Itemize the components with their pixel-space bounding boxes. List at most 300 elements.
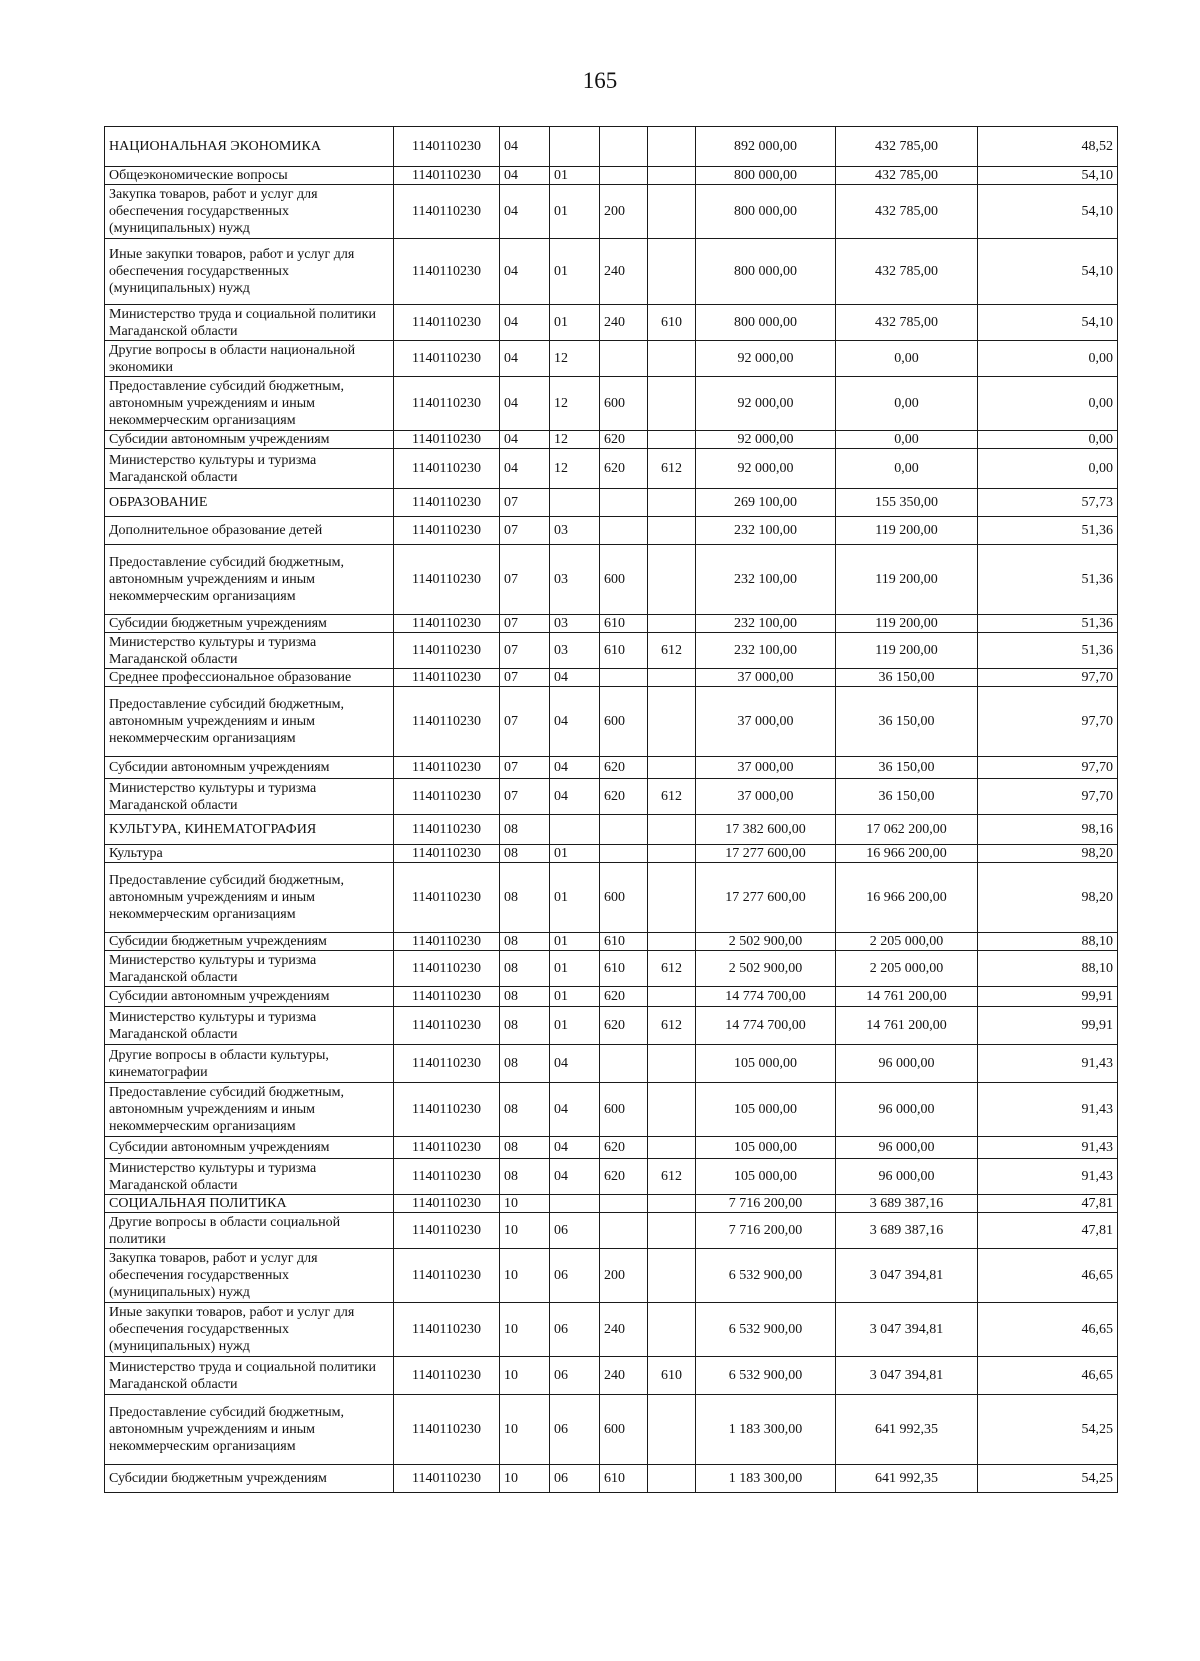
subsection-cell: 06 bbox=[550, 1465, 600, 1493]
target-code-cell: 1140110230 bbox=[394, 815, 500, 845]
target-code-cell: 1140110230 bbox=[394, 615, 500, 633]
section-cell: 08 bbox=[500, 1159, 550, 1195]
table-row bbox=[105, 1083, 1118, 1137]
department-code-cell bbox=[648, 341, 696, 377]
expense-type-cell: 600 bbox=[600, 687, 648, 757]
section-cell: 08 bbox=[500, 987, 550, 1007]
department-code-cell bbox=[648, 185, 696, 239]
section-cell: 04 bbox=[500, 341, 550, 377]
section-cell: 07 bbox=[500, 757, 550, 779]
planned-amount-cell: 232 100,00 bbox=[696, 517, 836, 545]
execution-percent-cell: 98,16 bbox=[978, 815, 1118, 845]
row-name-cell: НАЦИОНАЛЬНАЯ ЭКОНОМИКА bbox=[105, 127, 394, 167]
execution-percent-cell: 54,10 bbox=[978, 167, 1118, 185]
row-name-cell: Предоставление субсидий бюджетным, автономным учреждениям и иным некоммерческим организациям bbox=[105, 1083, 394, 1137]
table-row bbox=[105, 669, 1118, 687]
row-name-cell: Субсидии бюджетным учреждениям bbox=[105, 933, 394, 951]
planned-amount-cell: 1 183 300,00 bbox=[696, 1465, 836, 1493]
subsection-cell: 03 bbox=[550, 633, 600, 669]
subsection-cell: 06 bbox=[550, 1249, 600, 1303]
row-name-cell: Другие вопросы в области национальной экономики bbox=[105, 341, 394, 377]
planned-amount-cell: 37 000,00 bbox=[696, 757, 836, 779]
row-name-cell: ОБРАЗОВАНИЕ bbox=[105, 489, 394, 517]
planned-amount-cell: 7 716 200,00 bbox=[696, 1213, 836, 1249]
department-code-cell bbox=[648, 1303, 696, 1357]
table-row bbox=[105, 633, 1118, 669]
expense-type-cell: 620 bbox=[600, 1007, 648, 1045]
expense-type-cell: 600 bbox=[600, 1083, 648, 1137]
department-code-cell bbox=[648, 167, 696, 185]
expense-type-cell: 200 bbox=[600, 1249, 648, 1303]
section-cell: 08 bbox=[500, 845, 550, 863]
subsection-cell: 04 bbox=[550, 687, 600, 757]
row-name-cell: Иные закупки товаров, работ и услуг для обеспечения государственных (муниципальных) нужд bbox=[105, 239, 394, 305]
subsection-cell: 06 bbox=[550, 1213, 600, 1249]
subsection-cell: 01 bbox=[550, 987, 600, 1007]
department-code-cell bbox=[648, 987, 696, 1007]
subsection-cell: 06 bbox=[550, 1395, 600, 1465]
target-code-cell: 1140110230 bbox=[394, 863, 500, 933]
department-code-cell: 610 bbox=[648, 305, 696, 341]
planned-amount-cell: 2 502 900,00 bbox=[696, 933, 836, 951]
expense-type-cell bbox=[600, 167, 648, 185]
department-code-cell bbox=[648, 431, 696, 449]
execution-percent-cell: 97,70 bbox=[978, 687, 1118, 757]
planned-amount-cell: 7 716 200,00 bbox=[696, 1195, 836, 1213]
expense-type-cell bbox=[600, 845, 648, 863]
table-row bbox=[105, 185, 1118, 239]
subsection-cell: 01 bbox=[550, 185, 600, 239]
department-code-cell bbox=[648, 377, 696, 431]
planned-amount-cell: 800 000,00 bbox=[696, 185, 836, 239]
execution-percent-cell: 54,10 bbox=[978, 305, 1118, 341]
execution-percent-cell: 46,65 bbox=[978, 1303, 1118, 1357]
row-name-cell: Дополнительное образование детей bbox=[105, 517, 394, 545]
subsection-cell: 03 bbox=[550, 545, 600, 615]
expense-type-cell bbox=[600, 1195, 648, 1213]
section-cell: 08 bbox=[500, 1007, 550, 1045]
section-cell: 10 bbox=[500, 1357, 550, 1395]
subsection-cell: 12 bbox=[550, 431, 600, 449]
execution-percent-cell: 91,43 bbox=[978, 1137, 1118, 1159]
table-row bbox=[105, 1137, 1118, 1159]
department-code-cell bbox=[648, 815, 696, 845]
executed-amount-cell: 432 785,00 bbox=[836, 305, 978, 341]
table-row bbox=[105, 779, 1118, 815]
target-code-cell: 1140110230 bbox=[394, 687, 500, 757]
executed-amount-cell: 119 200,00 bbox=[836, 615, 978, 633]
target-code-cell: 1140110230 bbox=[394, 517, 500, 545]
table-row bbox=[105, 1195, 1118, 1213]
row-name-cell: Субсидии автономным учреждениям bbox=[105, 1137, 394, 1159]
table-row bbox=[105, 815, 1118, 845]
expense-type-cell: 240 bbox=[600, 1357, 648, 1395]
section-cell: 08 bbox=[500, 1045, 550, 1083]
department-code-cell bbox=[648, 845, 696, 863]
target-code-cell: 1140110230 bbox=[394, 1159, 500, 1195]
executed-amount-cell: 119 200,00 bbox=[836, 517, 978, 545]
table-row bbox=[105, 757, 1118, 779]
table-row bbox=[105, 305, 1118, 341]
section-cell: 08 bbox=[500, 1137, 550, 1159]
target-code-cell: 1140110230 bbox=[394, 1045, 500, 1083]
department-code-cell: 612 bbox=[648, 449, 696, 489]
expense-type-cell: 620 bbox=[600, 987, 648, 1007]
section-cell: 07 bbox=[500, 779, 550, 815]
subsection-cell: 03 bbox=[550, 517, 600, 545]
expense-type-cell: 600 bbox=[600, 545, 648, 615]
table-row bbox=[105, 239, 1118, 305]
execution-percent-cell: 51,36 bbox=[978, 545, 1118, 615]
row-name-cell: Предоставление субсидий бюджетным, автономным учреждениям и иным некоммерческим организациям bbox=[105, 687, 394, 757]
row-name-cell: Другие вопросы в области культуры, кинематографии bbox=[105, 1045, 394, 1083]
subsection-cell: 04 bbox=[550, 669, 600, 687]
subsection-cell: 04 bbox=[550, 1083, 600, 1137]
row-name-cell: Предоставление субсидий бюджетным, автономным учреждениям и иным некоммерческим организациям bbox=[105, 377, 394, 431]
planned-amount-cell: 14 774 700,00 bbox=[696, 987, 836, 1007]
department-code-cell bbox=[648, 127, 696, 167]
expense-type-cell bbox=[600, 341, 648, 377]
execution-percent-cell: 0,00 bbox=[978, 341, 1118, 377]
department-code-cell bbox=[648, 1137, 696, 1159]
planned-amount-cell: 14 774 700,00 bbox=[696, 1007, 836, 1045]
expense-type-cell: 620 bbox=[600, 449, 648, 489]
table-row bbox=[105, 517, 1118, 545]
executed-amount-cell: 16 966 200,00 bbox=[836, 845, 978, 863]
expense-type-cell bbox=[600, 669, 648, 687]
executed-amount-cell: 3 047 394,81 bbox=[836, 1357, 978, 1395]
table-row bbox=[105, 1465, 1118, 1493]
department-code-cell bbox=[648, 757, 696, 779]
executed-amount-cell: 2 205 000,00 bbox=[836, 933, 978, 951]
subsection-cell: 12 bbox=[550, 341, 600, 377]
row-name-cell: Субсидии автономным учреждениям bbox=[105, 431, 394, 449]
execution-percent-cell: 91,43 bbox=[978, 1159, 1118, 1195]
expense-type-cell: 620 bbox=[600, 757, 648, 779]
expense-type-cell: 610 bbox=[600, 1465, 648, 1493]
execution-percent-cell: 47,81 bbox=[978, 1195, 1118, 1213]
section-cell: 10 bbox=[500, 1465, 550, 1493]
executed-amount-cell: 36 150,00 bbox=[836, 757, 978, 779]
target-code-cell: 1140110230 bbox=[394, 1395, 500, 1465]
target-code-cell: 1140110230 bbox=[394, 377, 500, 431]
department-code-cell bbox=[648, 1395, 696, 1465]
row-name-cell: Закупка товаров, работ и услуг для обеспечения государственных (муниципальных) нужд bbox=[105, 1249, 394, 1303]
subsection-cell: 01 bbox=[550, 863, 600, 933]
row-name-cell: Субсидии автономным учреждениям bbox=[105, 757, 394, 779]
table-row bbox=[105, 377, 1118, 431]
expense-type-cell bbox=[600, 517, 648, 545]
expense-type-cell: 620 bbox=[600, 1159, 648, 1195]
row-name-cell: Министерство культуры и туризма Магаданской области bbox=[105, 1159, 394, 1195]
section-cell: 04 bbox=[500, 305, 550, 341]
planned-amount-cell: 92 000,00 bbox=[696, 377, 836, 431]
department-code-cell: 612 bbox=[648, 951, 696, 987]
target-code-cell: 1140110230 bbox=[394, 1083, 500, 1137]
target-code-cell: 1140110230 bbox=[394, 239, 500, 305]
target-code-cell: 1140110230 bbox=[394, 1357, 500, 1395]
subsection-cell: 04 bbox=[550, 1045, 600, 1083]
subsection-cell: 01 bbox=[550, 239, 600, 305]
department-code-cell bbox=[648, 687, 696, 757]
subsection-cell bbox=[550, 127, 600, 167]
executed-amount-cell: 14 761 200,00 bbox=[836, 1007, 978, 1045]
execution-percent-cell: 99,91 bbox=[978, 987, 1118, 1007]
executed-amount-cell: 432 785,00 bbox=[836, 185, 978, 239]
section-cell: 10 bbox=[500, 1213, 550, 1249]
row-name-cell: Субсидии автономным учреждениям bbox=[105, 987, 394, 1007]
planned-amount-cell: 800 000,00 bbox=[696, 239, 836, 305]
subsection-cell: 01 bbox=[550, 167, 600, 185]
section-cell: 04 bbox=[500, 185, 550, 239]
subsection-cell: 04 bbox=[550, 757, 600, 779]
section-cell: 04 bbox=[500, 127, 550, 167]
row-name-cell: Министерство труда и социальной политики Магаданской области bbox=[105, 1357, 394, 1395]
executed-amount-cell: 641 992,35 bbox=[836, 1395, 978, 1465]
table-row bbox=[105, 987, 1118, 1007]
executed-amount-cell: 96 000,00 bbox=[836, 1137, 978, 1159]
expense-type-cell bbox=[600, 489, 648, 517]
planned-amount-cell: 105 000,00 bbox=[696, 1083, 836, 1137]
row-name-cell: Министерство культуры и туризма Магаданской области bbox=[105, 779, 394, 815]
table-row bbox=[105, 1357, 1118, 1395]
section-cell: 08 bbox=[500, 863, 550, 933]
planned-amount-cell: 6 532 900,00 bbox=[696, 1303, 836, 1357]
department-code-cell: 612 bbox=[648, 633, 696, 669]
execution-percent-cell: 46,65 bbox=[978, 1249, 1118, 1303]
target-code-cell: 1140110230 bbox=[394, 341, 500, 377]
executed-amount-cell: 0,00 bbox=[836, 431, 978, 449]
expense-type-cell: 620 bbox=[600, 1137, 648, 1159]
section-cell: 07 bbox=[500, 687, 550, 757]
execution-percent-cell: 97,70 bbox=[978, 779, 1118, 815]
target-code-cell: 1140110230 bbox=[394, 633, 500, 669]
executed-amount-cell: 0,00 bbox=[836, 377, 978, 431]
target-code-cell: 1140110230 bbox=[394, 1007, 500, 1045]
target-code-cell: 1140110230 bbox=[394, 1213, 500, 1249]
budget-table bbox=[104, 126, 1118, 1493]
section-cell: 10 bbox=[500, 1195, 550, 1213]
subsection-cell bbox=[550, 1195, 600, 1213]
table-row bbox=[105, 863, 1118, 933]
execution-percent-cell: 97,70 bbox=[978, 669, 1118, 687]
section-cell: 04 bbox=[500, 239, 550, 305]
planned-amount-cell: 269 100,00 bbox=[696, 489, 836, 517]
planned-amount-cell: 17 382 600,00 bbox=[696, 815, 836, 845]
row-name-cell: Иные закупки товаров, работ и услуг для обеспечения государственных (муниципальных) нужд bbox=[105, 1303, 394, 1357]
page-number: 165 bbox=[582, 68, 618, 93]
executed-amount-cell: 3 047 394,81 bbox=[836, 1303, 978, 1357]
section-cell: 07 bbox=[500, 615, 550, 633]
executed-amount-cell: 36 150,00 bbox=[836, 669, 978, 687]
subsection-cell: 06 bbox=[550, 1357, 600, 1395]
execution-percent-cell: 46,65 bbox=[978, 1357, 1118, 1395]
expense-type-cell bbox=[600, 815, 648, 845]
executed-amount-cell: 3 689 387,16 bbox=[836, 1213, 978, 1249]
expense-type-cell: 200 bbox=[600, 185, 648, 239]
section-cell: 10 bbox=[500, 1303, 550, 1357]
expense-type-cell bbox=[600, 1213, 648, 1249]
section-cell: 04 bbox=[500, 167, 550, 185]
table-row bbox=[105, 933, 1118, 951]
planned-amount-cell: 37 000,00 bbox=[696, 669, 836, 687]
planned-amount-cell: 37 000,00 bbox=[696, 687, 836, 757]
department-code-cell bbox=[648, 933, 696, 951]
execution-percent-cell: 54,10 bbox=[978, 185, 1118, 239]
expense-type-cell: 600 bbox=[600, 377, 648, 431]
expense-type-cell: 610 bbox=[600, 615, 648, 633]
row-name-cell: Министерство культуры и туризма Магаданской области bbox=[105, 633, 394, 669]
planned-amount-cell: 37 000,00 bbox=[696, 779, 836, 815]
executed-amount-cell: 432 785,00 bbox=[836, 239, 978, 305]
subsection-cell: 12 bbox=[550, 377, 600, 431]
executed-amount-cell: 119 200,00 bbox=[836, 633, 978, 669]
expense-type-cell: 620 bbox=[600, 779, 648, 815]
department-code-cell: 610 bbox=[648, 1357, 696, 1395]
subsection-cell: 04 bbox=[550, 1137, 600, 1159]
target-code-cell: 1140110230 bbox=[394, 431, 500, 449]
table-row bbox=[105, 615, 1118, 633]
department-code-cell bbox=[648, 239, 696, 305]
subsection-cell: 03 bbox=[550, 615, 600, 633]
execution-percent-cell: 57,73 bbox=[978, 489, 1118, 517]
section-cell: 08 bbox=[500, 951, 550, 987]
table-row bbox=[105, 449, 1118, 489]
department-code-cell bbox=[648, 1083, 696, 1137]
target-code-cell: 1140110230 bbox=[394, 305, 500, 341]
executed-amount-cell: 96 000,00 bbox=[836, 1045, 978, 1083]
execution-percent-cell: 51,36 bbox=[978, 633, 1118, 669]
executed-amount-cell: 2 205 000,00 bbox=[836, 951, 978, 987]
row-name-cell: СОЦИАЛЬНАЯ ПОЛИТИКА bbox=[105, 1195, 394, 1213]
row-name-cell: Министерство культуры и туризма Магаданской области bbox=[105, 1007, 394, 1045]
section-cell: 07 bbox=[500, 669, 550, 687]
target-code-cell: 1140110230 bbox=[394, 545, 500, 615]
executed-amount-cell: 16 966 200,00 bbox=[836, 863, 978, 933]
department-code-cell bbox=[648, 1249, 696, 1303]
planned-amount-cell: 1 183 300,00 bbox=[696, 1395, 836, 1465]
expense-type-cell: 240 bbox=[600, 1303, 648, 1357]
department-code-cell bbox=[648, 517, 696, 545]
expense-type-cell: 240 bbox=[600, 239, 648, 305]
row-name-cell: Другие вопросы в области социальной политики bbox=[105, 1213, 394, 1249]
table-row bbox=[105, 1045, 1118, 1083]
executed-amount-cell: 17 062 200,00 bbox=[836, 815, 978, 845]
planned-amount-cell: 92 000,00 bbox=[696, 341, 836, 377]
table-row bbox=[105, 687, 1118, 757]
executed-amount-cell: 14 761 200,00 bbox=[836, 987, 978, 1007]
table-row bbox=[105, 1249, 1118, 1303]
target-code-cell: 1140110230 bbox=[394, 167, 500, 185]
planned-amount-cell: 17 277 600,00 bbox=[696, 863, 836, 933]
row-name-cell: Среднее профессиональное образование bbox=[105, 669, 394, 687]
planned-amount-cell: 2 502 900,00 bbox=[696, 951, 836, 987]
section-cell: 10 bbox=[500, 1249, 550, 1303]
subsection-cell bbox=[550, 815, 600, 845]
planned-amount-cell: 92 000,00 bbox=[696, 449, 836, 489]
planned-amount-cell: 6 532 900,00 bbox=[696, 1357, 836, 1395]
subsection-cell bbox=[550, 489, 600, 517]
table-row bbox=[105, 1395, 1118, 1465]
executed-amount-cell: 3 689 387,16 bbox=[836, 1195, 978, 1213]
table-row bbox=[105, 1303, 1118, 1357]
row-name-cell: Министерство труда и социальной политики Магаданской области bbox=[105, 305, 394, 341]
planned-amount-cell: 105 000,00 bbox=[696, 1137, 836, 1159]
section-cell: 07 bbox=[500, 517, 550, 545]
executed-amount-cell: 432 785,00 bbox=[836, 167, 978, 185]
expense-type-cell bbox=[600, 1045, 648, 1083]
execution-percent-cell: 51,36 bbox=[978, 517, 1118, 545]
planned-amount-cell: 232 100,00 bbox=[696, 633, 836, 669]
expense-type-cell: 610 bbox=[600, 951, 648, 987]
planned-amount-cell: 105 000,00 bbox=[696, 1159, 836, 1195]
execution-percent-cell: 54,25 bbox=[978, 1465, 1118, 1493]
execution-percent-cell: 88,10 bbox=[978, 933, 1118, 951]
section-cell: 07 bbox=[500, 489, 550, 517]
target-code-cell: 1140110230 bbox=[394, 933, 500, 951]
section-cell: 07 bbox=[500, 633, 550, 669]
execution-percent-cell: 91,43 bbox=[978, 1083, 1118, 1137]
table-row bbox=[105, 1213, 1118, 1249]
target-code-cell: 1140110230 bbox=[394, 669, 500, 687]
executed-amount-cell: 36 150,00 bbox=[836, 779, 978, 815]
expense-type-cell: 610 bbox=[600, 933, 648, 951]
row-name-cell: Культура bbox=[105, 845, 394, 863]
subsection-cell: 01 bbox=[550, 845, 600, 863]
table-row bbox=[105, 1007, 1118, 1045]
target-code-cell: 1140110230 bbox=[394, 1465, 500, 1493]
planned-amount-cell: 232 100,00 bbox=[696, 615, 836, 633]
table-row bbox=[105, 341, 1118, 377]
table-row bbox=[105, 127, 1118, 167]
section-cell: 08 bbox=[500, 815, 550, 845]
execution-percent-cell: 51,36 bbox=[978, 615, 1118, 633]
section-cell: 10 bbox=[500, 1395, 550, 1465]
department-code-cell: 612 bbox=[648, 779, 696, 815]
planned-amount-cell: 6 532 900,00 bbox=[696, 1249, 836, 1303]
executed-amount-cell: 0,00 bbox=[836, 341, 978, 377]
target-code-cell: 1140110230 bbox=[394, 1249, 500, 1303]
target-code-cell: 1140110230 bbox=[394, 1303, 500, 1357]
table-row bbox=[105, 1159, 1118, 1195]
department-code-cell bbox=[648, 669, 696, 687]
expense-type-cell: 610 bbox=[600, 633, 648, 669]
planned-amount-cell: 17 277 600,00 bbox=[696, 845, 836, 863]
department-code-cell: 612 bbox=[648, 1007, 696, 1045]
executed-amount-cell: 641 992,35 bbox=[836, 1465, 978, 1493]
executed-amount-cell: 0,00 bbox=[836, 449, 978, 489]
execution-percent-cell: 48,52 bbox=[978, 127, 1118, 167]
section-cell: 04 bbox=[500, 377, 550, 431]
target-code-cell: 1140110230 bbox=[394, 127, 500, 167]
row-name-cell: Предоставление субсидий бюджетным, автономным учреждениям и иным некоммерческим организациям bbox=[105, 1395, 394, 1465]
department-code-cell bbox=[648, 1213, 696, 1249]
subsection-cell: 01 bbox=[550, 305, 600, 341]
target-code-cell: 1140110230 bbox=[394, 1195, 500, 1213]
table-row bbox=[105, 845, 1118, 863]
section-cell: 07 bbox=[500, 545, 550, 615]
execution-percent-cell: 0,00 bbox=[978, 431, 1118, 449]
target-code-cell: 1140110230 bbox=[394, 1137, 500, 1159]
planned-amount-cell: 105 000,00 bbox=[696, 1045, 836, 1083]
expense-type-cell bbox=[600, 127, 648, 167]
department-code-cell bbox=[648, 1045, 696, 1083]
target-code-cell: 1140110230 bbox=[394, 449, 500, 489]
execution-percent-cell: 0,00 bbox=[978, 449, 1118, 489]
subsection-cell: 01 bbox=[550, 951, 600, 987]
execution-percent-cell: 98,20 bbox=[978, 845, 1118, 863]
execution-percent-cell: 47,81 bbox=[978, 1213, 1118, 1249]
